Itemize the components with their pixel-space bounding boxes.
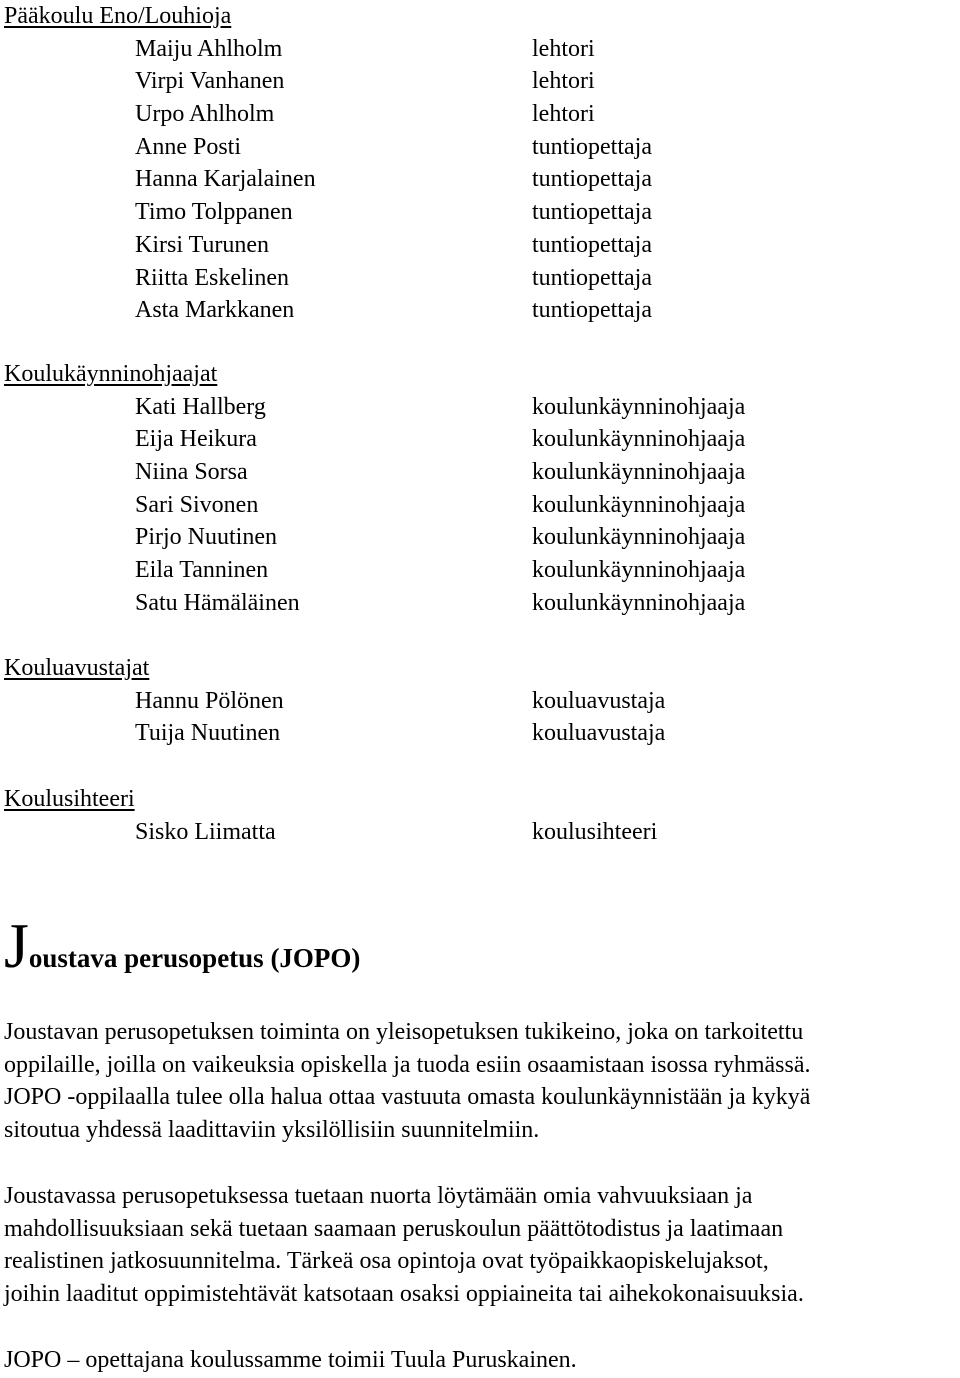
paragraph-line: JOPO -oppilaalla tulee olla halua ottaa vastuuta omasta koulunkäynnistään ja kykyä xyxy=(4,1084,811,1111)
staff-name: Anne Posti xyxy=(135,133,242,160)
jopo-heading-initial: J xyxy=(4,910,29,981)
paragraph-line: sitoutua yhdessä laadittaviin yksilöllisiin suunnitelmiin. xyxy=(4,1117,540,1144)
jopo-teacher-line: JOPO – opettajana koulussamme toimii Tuula Puruskainen. xyxy=(4,1347,577,1373)
staff-row xyxy=(0,262,960,295)
paragraph-line: oppilaille, joilla on vaikeuksia opiskella ja tuoda esiin osaamistaan isossa ryhmässä. xyxy=(4,1051,811,1078)
staff-name: Eila Tanninen xyxy=(135,557,269,584)
staff-list xyxy=(0,685,960,750)
staff-name: Urpo Ahlholm xyxy=(135,101,275,128)
staff-role: tuntiopettaja xyxy=(532,199,652,226)
staff-role: tuntiopettaja xyxy=(532,133,652,160)
staff-name: Hanna Karjalainen xyxy=(135,166,316,193)
staff-name: Eija Heikura xyxy=(135,426,257,453)
staff-row xyxy=(0,489,960,522)
staff-name: Sari Sivonen xyxy=(135,491,259,518)
staff-row xyxy=(0,816,960,849)
staff-row xyxy=(0,65,960,98)
staff-name: Kirsi Turunen xyxy=(135,231,270,258)
staff-role: koulunkäynninohjaaja xyxy=(532,491,746,518)
jopo-heading xyxy=(4,910,361,993)
staff-role: koulunkäynninohjaaja xyxy=(532,459,746,486)
staff-role: koulunkäynninohjaaja xyxy=(532,557,746,584)
staff-role: lehtori xyxy=(532,35,595,62)
staff-row xyxy=(0,163,960,196)
staff-row xyxy=(0,685,960,718)
staff-name: Hannu Pölönen xyxy=(135,687,284,714)
paragraph-line: realistinen jatkosuunnitelma. Tärkeä osa opintoja ovat työpaikkaopiskelujaksot, xyxy=(4,1248,769,1275)
staff-role: koulunkäynninohjaaja xyxy=(532,524,746,551)
staff-role: lehtori xyxy=(532,101,595,128)
staff-name: Tuija Nuutinen xyxy=(135,720,281,747)
staff-row xyxy=(0,294,960,327)
staff-name: Pirjo Nuutinen xyxy=(135,524,277,551)
staff-list xyxy=(0,33,960,327)
staff-name: Sisko Liimatta xyxy=(135,818,276,845)
staff-name: Asta Markkanen xyxy=(135,297,295,324)
staff-row xyxy=(0,587,960,620)
staff-role: koulunkäynninohjaaja xyxy=(532,426,746,453)
staff-row xyxy=(0,521,960,554)
staff-row xyxy=(0,456,960,489)
staff-name: Kati Hallberg xyxy=(135,393,266,420)
paragraph-line: joihin laaditut oppimistehtävät katsotaan osaksi oppiaineita tai aihekokonaisuuksia. xyxy=(4,1281,804,1308)
paragraph-line: Joustavan perusopetuksen toiminta on yleisopetuksen tukikeino, joka on tarkoitettu xyxy=(4,1019,804,1045)
staff-name: Virpi Vanhanen xyxy=(135,68,285,95)
jopo-heading-rest: oustava perusopetus (JOPO) xyxy=(28,943,361,973)
staff-role: koulunkäynninohjaaja xyxy=(532,393,746,420)
paragraph-line: Joustavassa perusopetuksessa tuetaan nuorta löytämään omia vahvuuksiaan ja xyxy=(4,1183,753,1209)
staff-role: tuntiopettaja xyxy=(532,231,652,258)
jopo-paragraph-1 xyxy=(4,1016,960,1147)
staff-role: tuntiopettaja xyxy=(532,264,652,291)
staff-row xyxy=(0,98,960,131)
staff-row xyxy=(0,196,960,229)
section-heading: Pääkoulu Eno/Louhioja xyxy=(4,3,232,29)
section-heading: Koulusihteeri xyxy=(4,786,135,812)
paragraph-line: mahdollisuuksiaan sekä tuetaan saamaan peruskoulun päättötodistus ja laatimaan xyxy=(4,1215,784,1242)
jopo-paragraph-2 xyxy=(4,1180,960,1311)
staff-row xyxy=(0,423,960,456)
staff-name: Timo Tolppanen xyxy=(135,199,293,226)
staff-row xyxy=(0,131,960,164)
staff-role: kouluavustaja xyxy=(532,687,666,714)
staff-role: koulusihteeri xyxy=(532,818,658,845)
staff-name: Maiju Ahlholm xyxy=(135,35,283,62)
staff-role: koulunkäynninohjaaja xyxy=(532,589,746,616)
staff-name: Riitta Eskelinen xyxy=(135,264,289,291)
staff-role: tuntiopettaja xyxy=(532,297,652,324)
section-heading: Kouluavustajat xyxy=(4,655,150,681)
staff-row xyxy=(0,33,960,66)
staff-name: Niina Sorsa xyxy=(135,459,248,486)
staff-row xyxy=(0,229,960,262)
staff-row xyxy=(0,717,960,750)
staff-row xyxy=(0,391,960,424)
section-heading: Koulukäynninohjaajat xyxy=(4,361,218,387)
staff-list xyxy=(0,816,960,849)
staff-list xyxy=(0,391,960,620)
staff-role: kouluavustaja xyxy=(532,720,666,747)
staff-name: Satu Hämäläinen xyxy=(135,589,300,616)
staff-row xyxy=(0,554,960,587)
staff-role: lehtori xyxy=(532,68,595,95)
staff-role: tuntiopettaja xyxy=(532,166,652,193)
